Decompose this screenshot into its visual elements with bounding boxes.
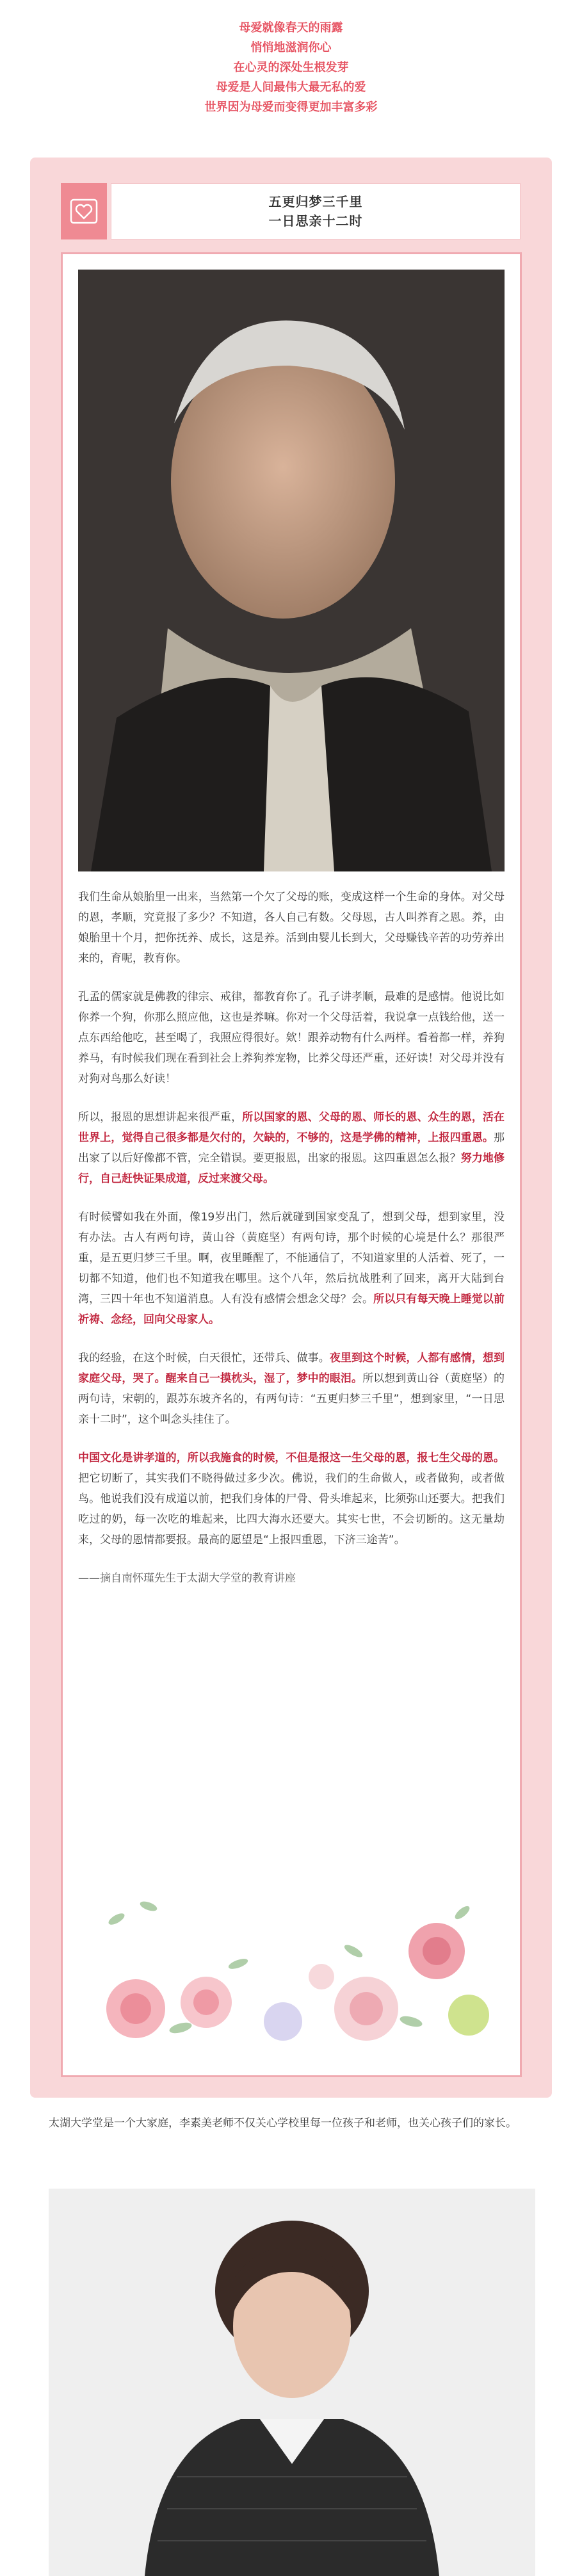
- highlight-text: 夜里到这个时候，人都有感情，想到家庭父母，哭了。醒来自己一摸枕头，湿了，梦中的眼泪。: [78, 1352, 505, 1385]
- paragraph: [78, 1348, 505, 1430]
- elder-portrait-photo: [78, 270, 505, 871]
- paragraph-text: 有时候譬如我在外面，像19岁出门，然后就碰到国家变乱了，想到父母，想到家里，没有办法。古人有两句诗，黄山谷（黄庭坚）有两句诗，那个时候的心境是什么？那很严重，是五更归梦三千里。啊，夜里睡醒了，不能通信了，不知道家里的人活着、死了，一切都不知道，他们也不知道我在哪里。这个八年，然后抗战胜利了回来，离开大陆到台湾，三四十年也不知道消息。人有没有感情会想念父母？会。: [78, 1211, 505, 1306]
- poem-line: 在心灵的深处生根发芽: [233, 61, 349, 74]
- paragraph-text: 我的经验，在这个时候，白天很忙，还带兵、做事。: [78, 1352, 330, 1365]
- highlight-text: 努力地修行，自己赶快证果成道，反过来渡父母。: [78, 1152, 505, 1185]
- portrait-illustration: [78, 270, 505, 871]
- highlight-text: 所以只有每天晚上睡觉以前祈祷、念经，回向父母家人。: [78, 1293, 505, 1326]
- paragraph-text: 孔孟的儒家就是佛教的律宗、戒律，都教育你了。孔子讲孝顺，最难的是感情。他说比如你养一个狗，你那么照应他，这也是养嘛。你对一个父母活着，我说拿一点钱给他，送一点东西给他吃，甚至喝了，我照应得很好。欸！跟养动物有什么两样。看着都一样，养狗养马，有时候我们现在看到社会上养狗养宠物，比养父母还严重，还好读！对父母并没有对狗对鸟那么好读！: [78, 991, 505, 1085]
- poem-line: 母爱是人间最伟大最无私的爱: [216, 81, 366, 94]
- paragraph-text: 那出家了以后好像都不管，完全错误。要更报恩，出家的报恩。这四重恩怎么报？: [78, 1131, 505, 1165]
- paragraph-text: 把它切断了，其实我们不晓得做过多少次。佛说，我们的生命做人，或者做狗，或者做鸟。他说我们没有成道以前，把我们身体的尸骨、骨头堆起来，比须弥山还要大。把我们吃过的奶，每一次吃的堆起来，比四大海水还要大。其实七世，不会切断的。这无量劫来，父母的恩情都要报。最高的愿望是“上报四重恩，下济三途苦”。: [78, 1472, 505, 1546]
- flowers-illustration: [78, 1881, 505, 2066]
- highlight-text: 中国文化是讲孝道的，所以我施食的时候，不但是报这一生父母的恩，报七生父母的恩。: [78, 1452, 505, 1464]
- article-text: [78, 887, 505, 1607]
- outro-text: 太湖大学堂是一个大家庭，李素美老师不仅关心学校里每一位孩子和老师，也关心孩子们的家长。: [49, 2117, 517, 2130]
- poem-line: 悄悄地滋润你心: [250, 41, 332, 54]
- heart-icon: [70, 198, 98, 224]
- paragraph-text: 所以想到黄山谷（黄庭坚）的两句诗，宋朝的，跟苏东坡齐名的，有两句诗：“五更归梦三千里”，想到家里，“一日思亲十二时”，这个叫念头挂住了。: [78, 1372, 505, 1426]
- intro-poem: [0, 18, 582, 117]
- paragraph: [78, 887, 505, 969]
- highlight-text: 所以国家的恩、父母的恩、师长的恩、众生的恩，活在世界上，觉得自己很多都是欠付的，欠缺的，不够的，这是学佛的精神，上报四重恩。: [78, 1111, 505, 1144]
- header-title: [111, 183, 521, 239]
- poem-line: 母爱就像春天的雨露: [239, 21, 343, 35]
- paragraph: [78, 1448, 505, 1550]
- title-line: 一日思亲十二时: [268, 213, 363, 229]
- header-icon-box: [61, 183, 107, 239]
- article-card: [30, 158, 552, 2098]
- paragraph: [78, 987, 505, 1089]
- paragraph: [78, 1107, 505, 1189]
- paragraph-text: 我们生命从娘胎里一出来，当然第一个欠了父母的账，变成这样一个生命的身体。对父母的恩，孝顺，究竟报了多少？不知道，各人自己有数。父母恩，古人叫养育之恩。养，由娘胎里十个月，把你抚养、成长，这是养。活到由婴儿长到大，父母赚钱辛苦的功劳养出来的，育呢，教育你。: [78, 891, 505, 965]
- article-body: [61, 252, 522, 2077]
- floral-decoration: [78, 1881, 505, 2066]
- paragraph: [78, 1207, 505, 1330]
- poem-line: 世界因为母爱而变得更加丰富多彩: [204, 101, 378, 114]
- title-line: 五更归梦三千里: [268, 194, 363, 209]
- paragraph-text: 所以，报恩的思想讲起来很严重，: [78, 1111, 243, 1124]
- teacher-portrait-photo: [49, 2189, 535, 2576]
- source-credit: ——摘自南怀瑾先生于太湖大学堂的教育讲座: [78, 1572, 296, 1585]
- teacher-illustration: [49, 2189, 535, 2576]
